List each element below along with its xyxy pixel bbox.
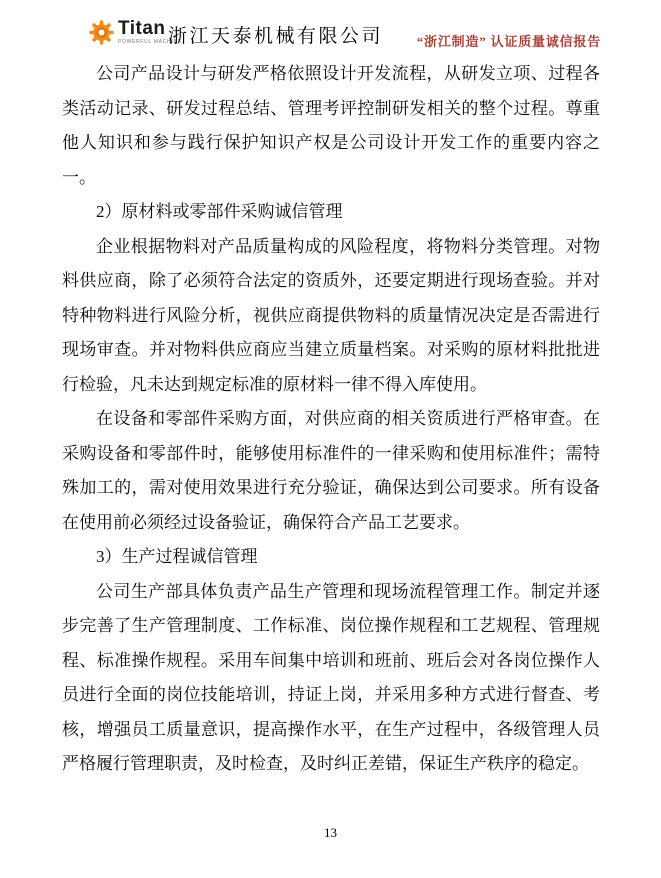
- section-heading-production: 3）生产过程诚信管理: [96, 547, 258, 566]
- section-heading-procurement: 2）原材料或零部件采购诚信管理: [96, 202, 343, 221]
- document-body: [62, 57, 600, 782]
- company-name: 浙江天泰机械有限公司: [168, 26, 384, 47]
- paragraph-equipment-parts: 在设备和零部件采购方面，对供应商的相关资质进行严格审查。在采购设备和零部件时，能够使用标准件的一律采购和使用标准件；需特殊加工的，需对使用效果进行充分验证，确保达到公司要求。所有设备在使用前必须经过设备验证，确保符合产品工艺要求。: [62, 409, 600, 532]
- logo-tagline: POWERFUL MACHINE: [118, 39, 182, 45]
- paragraph-design-rnd: 公司产品设计与研发严格依照设计开发流程，从研发立项、过程各类活动记录、研发过程总结、管理考评控制研发相关的整个过程。尊重他人知识和参与践行保护知识产权是公司设计开发工作的重要内容之一。: [62, 64, 600, 187]
- report-title: “浙江制造” 认证质量诚信报告: [416, 34, 601, 49]
- paragraph-material-risk: 企业根据物料对产品质量构成的风险程度，将物料分类管理。对物料供应商，除了必须符合法定的资质外，还要定期进行现场查验。并对特种物料进行风险分析，视供应商提供物料的质量情况决定是否需进行现场审查。并对物料供应商应当建立质量档案。对采购的原材料批批进行检验，凡未达到规定标准的原材料一律不得入库使用。: [62, 236, 600, 394]
- gear-icon: [88, 19, 115, 46]
- logo-brand-text: Titan: [118, 18, 166, 39]
- page-header: [0, 0, 661, 58]
- paragraph-production-mgmt: 公司生产部具体负责产品生产管理和现场流程管理工作。制定并逐步完善了生产管理制度、工作标准、岗位操作规程和工艺规程、管理规程、标准操作规程。采用车间集中培训和班前、班后会对各岗位操作人员进行全面的岗位技能培训，持证上岗，并采用多种方式进行督查、考核，增强员工质量意识，提高操作水平，在生产过程中，各级管理人员严格履行管理职责，及时检查，及时纠正差错，保证生产秩序的稳定。: [62, 581, 600, 773]
- page-number: 13: [324, 825, 337, 840]
